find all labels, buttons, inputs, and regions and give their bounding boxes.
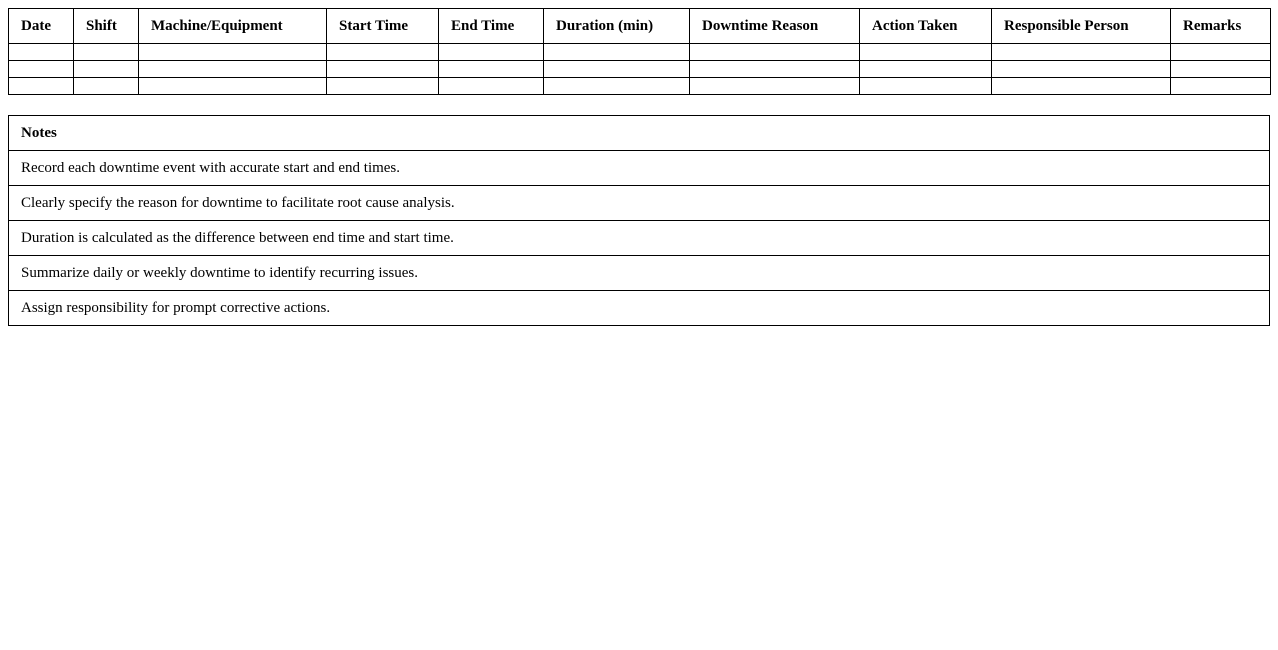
table-cell[interactable]: [544, 78, 690, 95]
table-cell[interactable]: [9, 78, 74, 95]
note-text: Record each downtime event with accurate start and end times.: [9, 151, 1270, 186]
note-text: Summarize daily or weekly downtime to identify recurring issues.: [9, 256, 1270, 291]
notes-heading: Notes: [9, 116, 1270, 151]
table-cell[interactable]: [690, 61, 860, 78]
column-header-end-time: End Time: [439, 9, 544, 44]
table-cell[interactable]: [992, 61, 1171, 78]
table-cell[interactable]: [1171, 61, 1271, 78]
table-cell[interactable]: [690, 44, 860, 61]
table-cell[interactable]: [439, 44, 544, 61]
table-cell[interactable]: [9, 44, 74, 61]
column-header-shift: Shift: [74, 9, 139, 44]
note-row: [9, 221, 1270, 256]
column-header-machine-equipment: Machine/Equipment: [139, 9, 327, 44]
column-header-action-taken: Action Taken: [860, 9, 992, 44]
column-header-remarks: Remarks: [1171, 9, 1271, 44]
table-cell[interactable]: [439, 78, 544, 95]
note-text: Duration is calculated as the difference between end time and start time.: [9, 221, 1270, 256]
column-header-start-time: Start Time: [327, 9, 439, 44]
table-cell[interactable]: [139, 44, 327, 61]
table-header-row: [9, 9, 1271, 44]
note-row: [9, 256, 1270, 291]
note-text: Assign responsibility for prompt corrective actions.: [9, 291, 1270, 326]
table-cell[interactable]: [74, 44, 139, 61]
table-cell[interactable]: [544, 61, 690, 78]
column-header-date: Date: [9, 9, 74, 44]
table-cell[interactable]: [860, 61, 992, 78]
table-cell[interactable]: [139, 78, 327, 95]
downtime-log-table: [8, 8, 1271, 95]
column-header-duration: Duration (min): [544, 9, 690, 44]
table-row: [9, 44, 1271, 61]
table-cell[interactable]: [544, 44, 690, 61]
table-cell[interactable]: [327, 78, 439, 95]
table-cell[interactable]: [690, 78, 860, 95]
table-cell[interactable]: [860, 44, 992, 61]
table-cell[interactable]: [74, 61, 139, 78]
note-row: [9, 186, 1270, 221]
table-cell[interactable]: [439, 61, 544, 78]
table-cell[interactable]: [9, 61, 74, 78]
table-cell[interactable]: [992, 78, 1171, 95]
table-cell[interactable]: [1171, 78, 1271, 95]
table-cell[interactable]: [327, 44, 439, 61]
column-header-downtime-reason: Downtime Reason: [690, 9, 860, 44]
table-cell[interactable]: [139, 61, 327, 78]
column-header-responsible-person: Responsible Person: [992, 9, 1171, 44]
notes-table: [8, 115, 1270, 326]
table-row: [9, 61, 1271, 78]
note-text: Clearly specify the reason for downtime to facilitate root cause analysis.: [9, 186, 1270, 221]
table-cell[interactable]: [74, 78, 139, 95]
note-row: [9, 291, 1270, 326]
note-row: [9, 151, 1270, 186]
notes-header-row: [9, 116, 1270, 151]
table-cell[interactable]: [1171, 44, 1271, 61]
table-row: [9, 78, 1271, 95]
table-cell[interactable]: [327, 61, 439, 78]
table-cell[interactable]: [860, 78, 992, 95]
table-cell[interactable]: [992, 44, 1171, 61]
